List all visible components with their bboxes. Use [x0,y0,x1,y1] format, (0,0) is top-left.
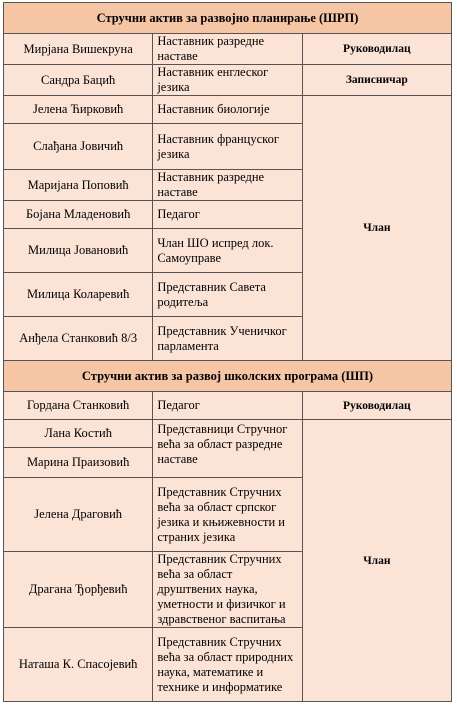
member-role: Наставник разредне наставе [153,34,302,65]
member-role: Представник Стручних већа за област природних наука, математике и технике и информатике [153,628,302,702]
member-role: Наставник разредне наставе [153,170,302,201]
member-role: Представник Савета родитеља [153,273,302,317]
table-row [4,65,452,96]
member-name: Анђела Станковић 8/3 [4,317,153,361]
member-function: Руководилац [302,34,451,65]
shared-role-text: Представници Стручног већа за област разредне наставе [157,422,288,466]
section-title: Стручни актив за развој школских програма (ШП) [4,361,452,392]
member-role: Наставник биологије [153,96,302,124]
section-header [4,361,452,392]
member-role: Представник Ученичког парламента [153,317,302,361]
member-role: Педагог [153,201,302,229]
member-name: Јелена Ћирковић [4,96,153,124]
member-role: Наставник француског језика [153,124,302,170]
member-name: Марина Праизовић [4,448,153,478]
member-name: Маријана Поповић [4,170,153,201]
table-row [4,420,452,448]
section-title: Стручни актив за развојно планирање (ШРП) [4,3,452,34]
member-name: Милица Коларевић [4,273,153,317]
table-row [4,392,452,420]
member-role: Члан ШО испред лок. Самоуправе [153,229,302,273]
member-name: Драгана Ђорђевић [4,552,153,628]
member-name: Сандра Бацић [4,65,153,96]
member-role: Наставник енглеског језика [153,65,302,96]
member-role: Представник Стручних већа за област друштвених наука, уметности и физичког и здравственог васпитања [153,552,302,628]
member-name: Слађана Јовичић [4,124,153,170]
member-name: Наташа К. Спасојевић [4,628,153,702]
member-function: Записничар [302,65,451,96]
member-name: Бојана Младеновић [4,201,153,229]
member-role: Педагог [153,392,302,420]
table-row [4,34,452,65]
committee-table [3,2,452,702]
member-name: Лана Костић [4,420,153,448]
member-name: Милица Јовановић [4,229,153,273]
member-role: Представник Стручних већа за област српског језика и књижевности и страних језика [153,478,302,552]
member-function: Руководилац [302,392,451,420]
member-function: Члан [302,420,451,702]
member-name: Јелена Драговић [4,478,153,552]
table-row [4,96,452,124]
member-function: Члан [302,96,451,361]
member-role [153,420,302,478]
member-name: Мирјана Вишекруна [4,34,153,65]
section-header [4,3,452,34]
member-name: Гордана Станковић [4,392,153,420]
